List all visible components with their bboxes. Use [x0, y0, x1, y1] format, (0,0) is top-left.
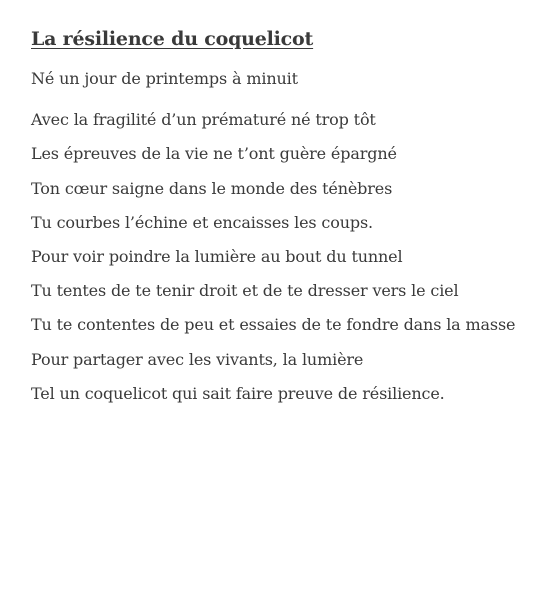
- poem-line: Né un jour de printemps à minuit: [31, 69, 298, 88]
- document-page: [31, 26, 531, 411]
- poem-line: Tu tentes de te tenir droit et de te dresser vers le ciel: [31, 281, 459, 301]
- poem-line: Pour partager avec les vivants, la lumière: [31, 349, 364, 369]
- poem-line: Tu courbes l’échine et encaisses les coups.: [31, 212, 373, 232]
- poem-line: Avec la fragilité d’un prématuré né trop tôt: [31, 110, 376, 130]
- poem-line: Ton cœur saigne dans le monde des ténèbres: [31, 178, 393, 198]
- poem-line: Tel un coquelicot qui sait faire preuve de résilience.: [31, 383, 445, 403]
- poem-line: Pour voir poindre la lumière au bout du tunnel: [31, 246, 403, 266]
- poem-line: Tu te contentes de peu et essaies de te fondre dans la masse: [31, 315, 516, 335]
- poem-line: Les épreuves de la vie ne t’ont guère épargné: [31, 144, 397, 164]
- poem-title: La résilience du coquelicot: [31, 28, 314, 50]
- poem-body: [31, 69, 531, 411]
